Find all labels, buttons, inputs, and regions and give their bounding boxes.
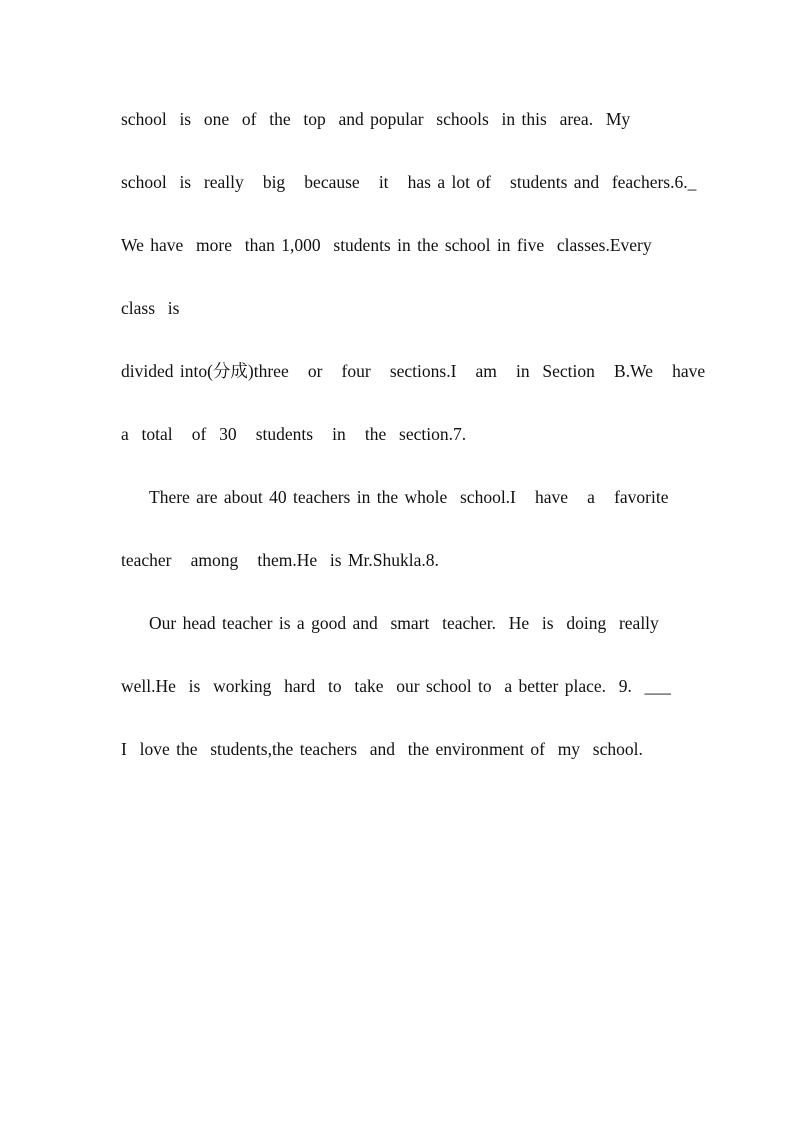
text-line-1: school is one of the top and popular schools in this area. My xyxy=(121,109,631,129)
text-line-2: school is really big because it has a lot of students and feachers.6._ xyxy=(121,172,697,192)
text-line-4: class is xyxy=(121,298,180,318)
text-line-10: well.He is working hard to take our school to a better place. 9. ___ xyxy=(121,676,671,696)
text-line-3: We have more than 1,000 students in the school in five classes.Every xyxy=(121,235,652,255)
text-line-6: a total of 30 students in the section.7. xyxy=(121,424,467,444)
text-line-9: Our head teacher is a good and smart teacher. He is doing really xyxy=(149,613,659,633)
text-line-7: There are about 40 teachers in the whole school.I have a favorite xyxy=(149,487,669,507)
text-line-5: divided into(分成)three or four sections.I am in Section B.We have xyxy=(121,361,706,381)
text-line-8: teacher among them.He is Mr.Shukla.8. xyxy=(121,550,439,570)
text-line-11: I love the students,the teachers and the environment of my school. xyxy=(121,739,643,759)
